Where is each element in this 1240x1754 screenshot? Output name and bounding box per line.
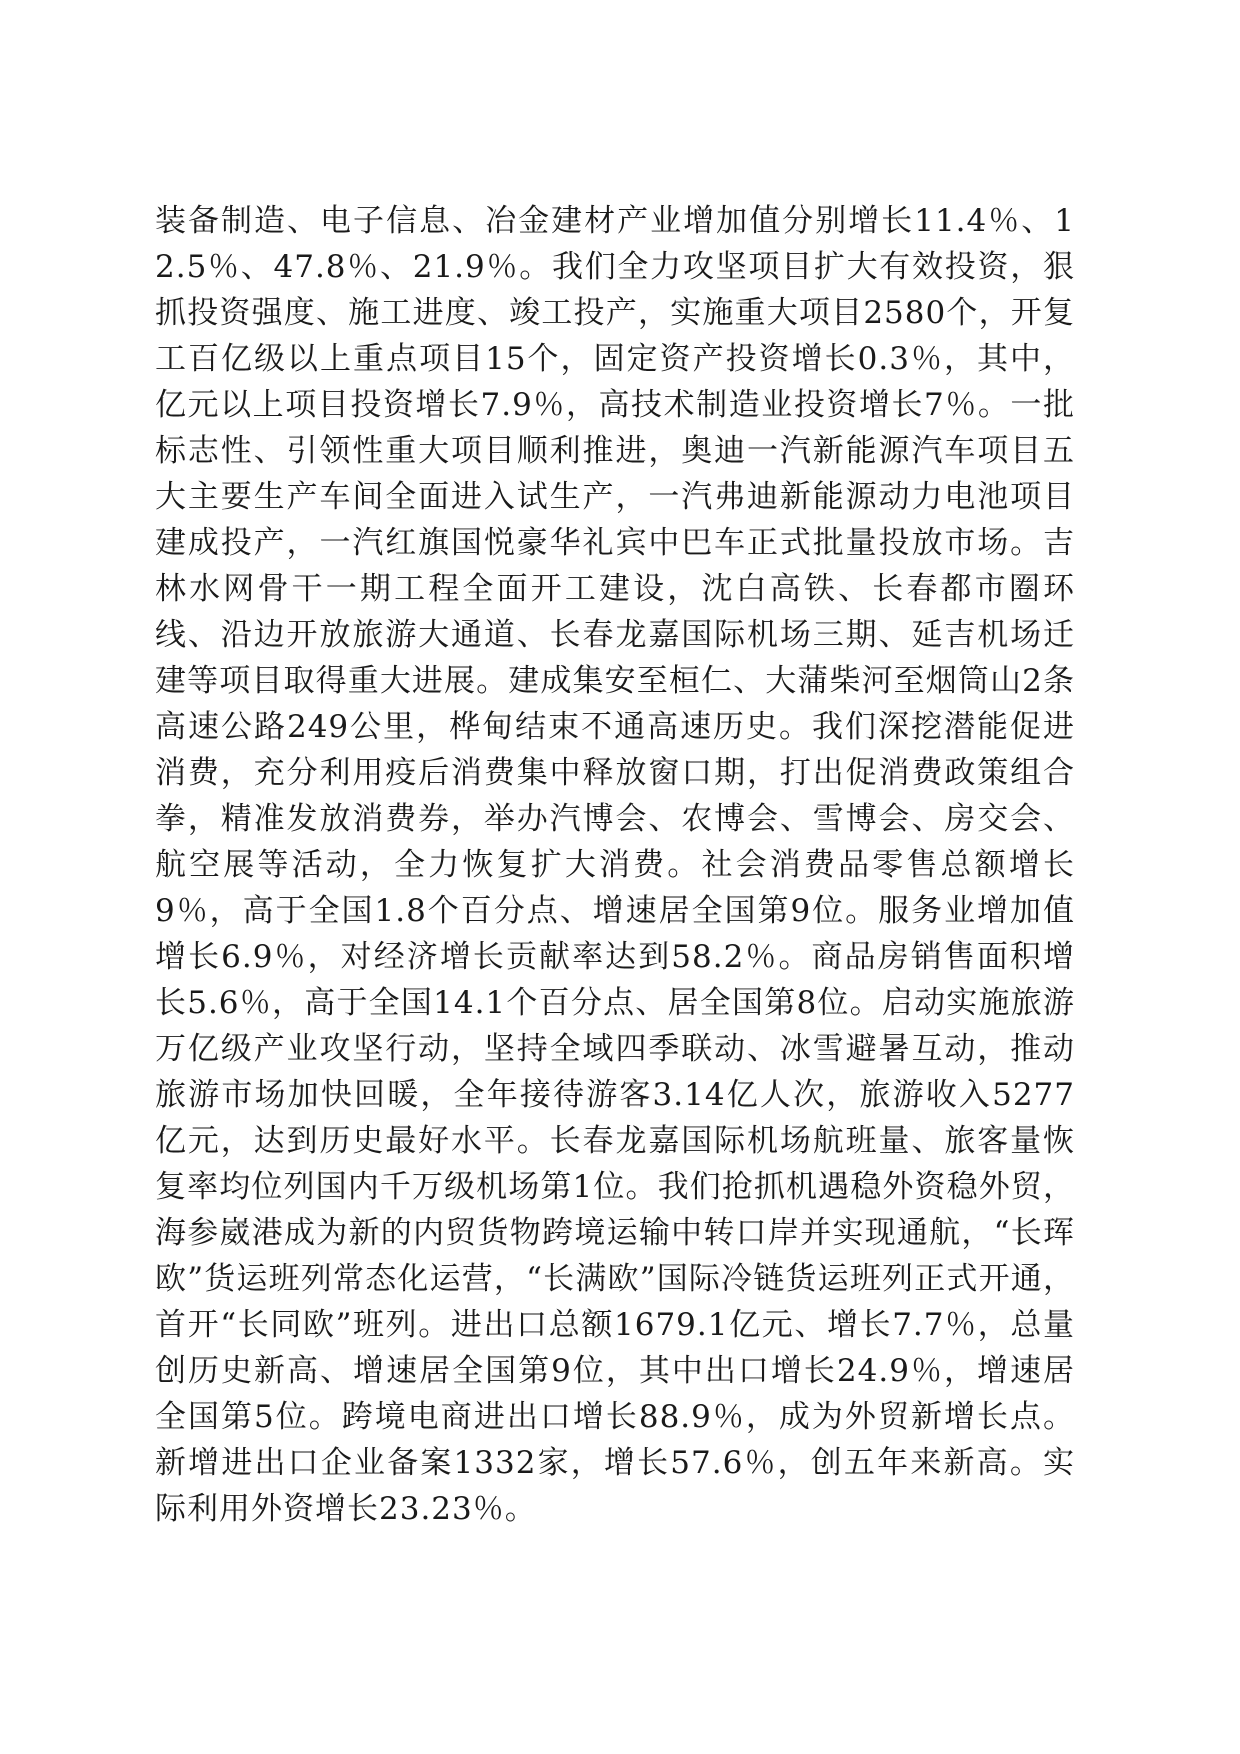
body-paragraph: 装备制造、电子信息、冶金建材产业增加值分别增长11.4％、12.5％、47.8％、21.9％。我们全力攻坚项目扩大有效投资，狠抓投资强度、施工进度、竣工投产，实施重大项目2580个，开复工百亿级以上重点项目15个，固定资产投资增长0.3％，其中，亿元以上项目投资增长7.9％，高技术制造业投资增长7％。一批标志性、引领性重大项目顺利推进，奥迪一汽新能源汽车项目五大主要生产车间全面进入试生产，一汽弗迪新能源动力电池项目建成投产，一汽红旗国悦豪华礼宾中巴车正式批量投放市场。吉林水网骨干一期工程全面开工建设，沈白高铁、长春都市圈环线、沿边开放旅游大通道、长春龙嘉国际机场三期、延吉机场迁建等项目取得重大进展。建成集安至桓仁、大蒲柴河至烟筒山2条高速公路249公里，桦甸结束不通高速历史。我们深挖潜能促进消费，充分利用疫后消费集中释放窗口期，打出促消费政策组合拳，精准发放消费券，举办汽博会、农博会、雪博会、房交会、航空展等活动，全力恢复扩大消费。社会消费品零售总额增长9％，高于全国1.8个百分点、增速居全国第9位。服务业增加值增长6.9％，对经济增长贡献率达到58.2％。商品房销售面积增长5.6％，高于全国14.1个百分点、居全国第8位。启动实施旅游万亿级产业攻坚行动，坚持全域四季联动、冰雪避暑互动，推动旅游市场加快回暖，全年接待游客3.14亿人次，旅游收入5277亿元，达到历史最好水平。长春龙嘉国际机场航班量、旅客量恢复率均位列国内千万级机场第1位。我们抢抓机遇稳外资稳外贸，海参崴港成为新的内贸货物跨境运输中转口岸并实现通航，“长珲欧”货运班列常态化运营，“长满欧”国际冷链货运班列正式开通，首开“长同欧”班列。进出口总额1679.1亿元、增长7.7％，总量创历史新高、增速居全国第9位，其中出口增长24.9％，增速居全国第5位。跨境电商进出口增长88.9％，成为外贸新增长点。新增进出口企业备案1332家，增长57.6％，创五年来新高。实际利用外资增长23.23％。 <box>155 203 1075 1527</box>
